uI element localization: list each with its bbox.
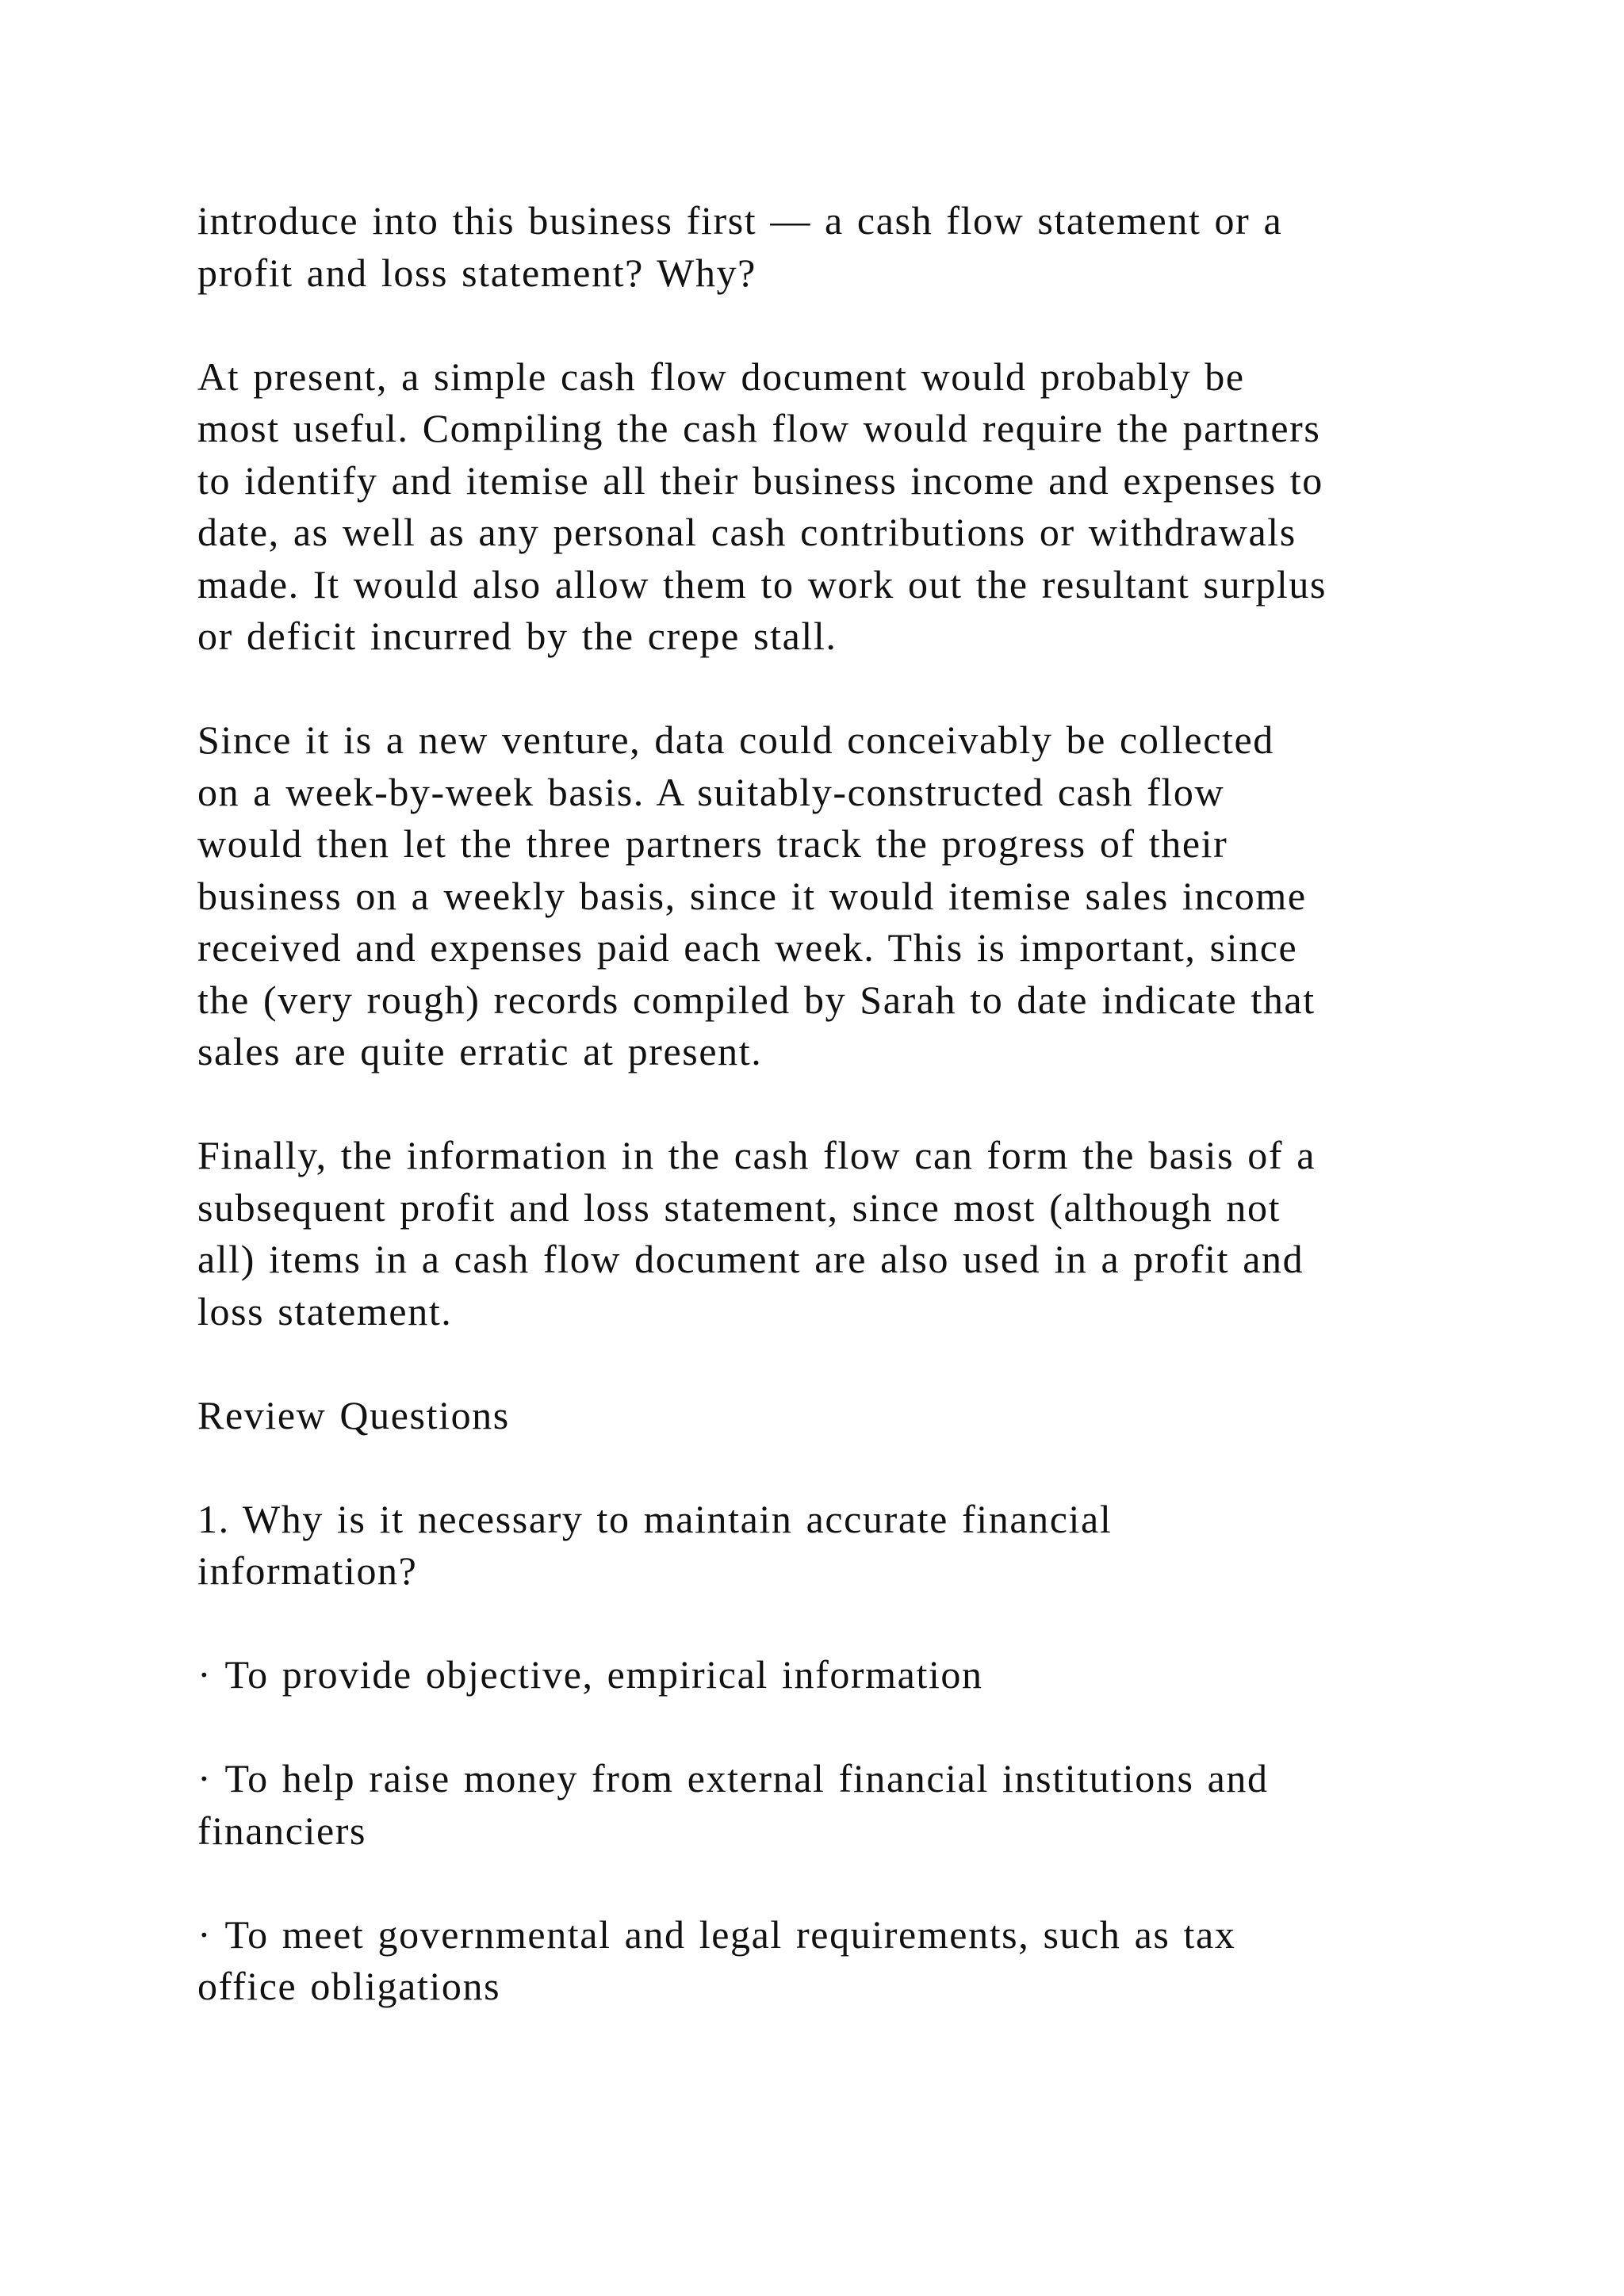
bullet-item-legal-requirements: · To meet governmental and legal requirements, such as tax office obligations xyxy=(197,1911,1236,2008)
paragraph-profit-loss-basis: Finally, the information in the cash flow can form the basis of a subsequent profit and loss statement, since most (although not all) items in a cash flow document are also used in a profit and loss statement. xyxy=(197,1133,1316,1334)
review-question-1: 1. Why is it necessary to maintain accurate financial information? xyxy=(197,1496,1113,1593)
bullet-item-raise-money: · To help raise money from external financial institutions and financiers xyxy=(197,1756,1269,1853)
bullet-item-objective-information: · To provide objective, empirical information xyxy=(197,1652,983,1697)
document-body xyxy=(197,195,1466,2013)
section-heading-review-questions: Review Questions xyxy=(197,1392,510,1437)
paragraph-cash-flow-answer: At present, a simple cash flow document would probably be most useful. Compiling the cash flow would require the partners to identify and itemise all their business income and expenses to date, as well as any personal cash contributions or withdrawals made. It would also allow them to work out the resultant surplus or deficit incurred by the crepe stall. xyxy=(197,354,1327,658)
paragraph-weekly-tracking: Since it is a new venture, data could conceivably be collected on a week-by-week basis. A suitably-constructed cash flow would then let the three partners track the progress of their business on a weekly basis, since it would itemise sales income received and expenses paid each week. This is important, since the (very rough) records compiled by Sarah to date indicate that sales are quite erratic at present. xyxy=(197,718,1316,1073)
paragraph-question-intro: introduce into this business first — a cash flow statement or a profit and loss statement? Why? xyxy=(197,198,1283,295)
